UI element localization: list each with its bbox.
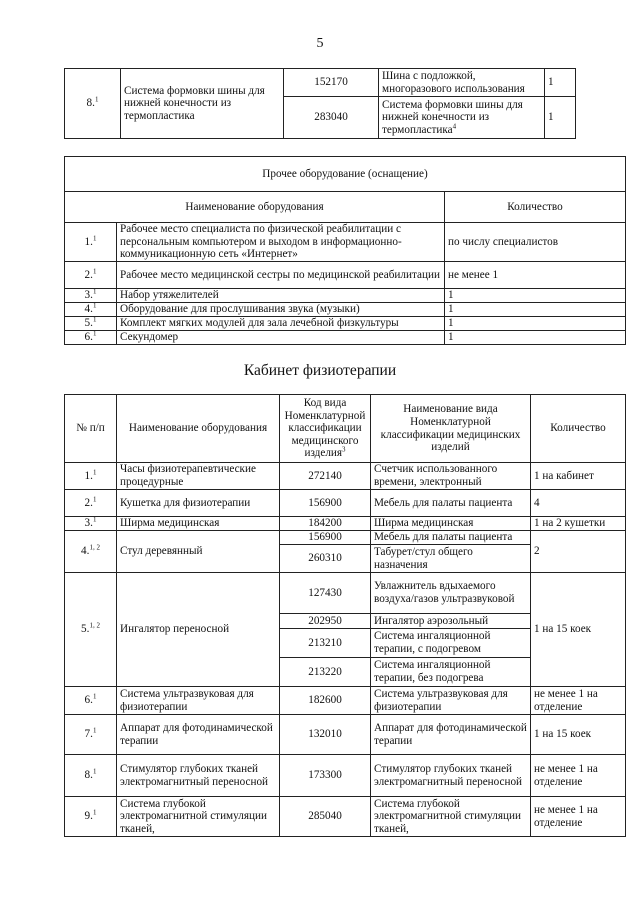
- equipment-name: Комплект мягких модулей для зала лечебной физкультуры: [117, 317, 445, 331]
- table-row: [65, 69, 576, 97]
- table-row: [65, 223, 626, 262]
- type-cell: Шина с подложкой, многоразового использования: [379, 69, 545, 97]
- qty-cell: 1: [445, 289, 626, 303]
- code-cell: 173300: [280, 755, 371, 797]
- code-cell: 283040: [284, 97, 379, 139]
- equipment-name: Набор утяжелителей: [117, 289, 445, 303]
- table-physiotherapy: [64, 394, 626, 837]
- qty-cell: не менее 1 на отделение: [531, 755, 626, 797]
- row-number: 5.$^1$: [65, 317, 117, 331]
- type-cell: Система ультразвуковая для физиотерапии: [371, 687, 531, 715]
- equipment-name: Кушетка для физиотерапии: [117, 490, 280, 517]
- qty-cell: 1: [545, 69, 576, 97]
- qty-cell: 1: [445, 317, 626, 331]
- code-cell: 156900: [280, 490, 371, 517]
- code-cell: 260310: [280, 545, 371, 573]
- qty-cell: 1 на кабинет: [531, 463, 626, 490]
- row-number: 4.$^1$: [65, 303, 117, 317]
- column-header-type: Наименование вида Номенклатурной классификации медицинских изделий: [371, 395, 531, 463]
- type-cell: Система глубокой электромагнитной стимуляции тканей,: [371, 797, 531, 837]
- table-row: [65, 262, 626, 289]
- type-cell: Стимулятор глубоких тканей электромагнитный переносной: [371, 755, 531, 797]
- qty-cell: не менее 1: [445, 262, 626, 289]
- column-header-number: № п/п: [65, 395, 117, 463]
- qty-cell: по числу специалистов: [445, 223, 626, 262]
- type-cell: Система формовки шины для нижней конечности из термопластика$^4$: [379, 97, 545, 139]
- type-cell: Система ингаляционной терапии, без подогрева: [371, 658, 531, 687]
- row-number: 5.$^{1, 2}$: [65, 573, 117, 687]
- qty-cell: 1: [445, 303, 626, 317]
- table-row: [65, 490, 626, 517]
- table-row: [65, 289, 626, 303]
- code-cell: 213220: [280, 658, 371, 687]
- column-header-name: Наименование оборудования: [65, 192, 445, 223]
- row-number: 2.$^1$: [65, 262, 117, 289]
- type-cell: Табурет/стул общего назначения: [371, 545, 531, 573]
- qty-cell: 1 на 15 коек: [531, 715, 626, 755]
- qty-cell: 4: [531, 490, 626, 517]
- table-row: [65, 715, 626, 755]
- column-header-code: Код вида Номенклатурной классификации медицинского изделия$^3$: [280, 395, 371, 463]
- type-cell: Увлажнитель вдыхаемого воздуха/газов ультразвуковой: [371, 573, 531, 614]
- type-cell: Ингалятор аэрозольный: [371, 614, 531, 629]
- code-cell: 152170: [284, 69, 379, 97]
- type-cell: Ширма медицинская: [371, 517, 531, 531]
- code-cell: 213210: [280, 629, 371, 658]
- column-header-name: Наименование оборудования: [117, 395, 280, 463]
- table-row: [65, 755, 626, 797]
- equipment-name: Система формовки шины для нижней конечности из термопластика: [121, 69, 284, 139]
- type-cell: Мебель для палаты пациента: [371, 531, 531, 545]
- type-cell: Система ингаляционной терапии, с подогревом: [371, 629, 531, 658]
- row-number: 4.$^{1, 2}$: [65, 531, 117, 573]
- equipment-name: Ингалятор переносной: [117, 573, 280, 687]
- equipment-name: Стул деревянный: [117, 531, 280, 573]
- row-number: 1.$^1$: [65, 223, 117, 262]
- qty-cell: 1: [545, 97, 576, 139]
- equipment-name: Система глубокой электромагнитной стимуляции тканей,: [117, 797, 280, 837]
- equipment-name: Секундомер: [117, 331, 445, 345]
- column-header-qty: Количество: [531, 395, 626, 463]
- equipment-name: Рабочее место медицинской сестры по медицинской реабилитации: [117, 262, 445, 289]
- row-number: 1.$^1$: [65, 463, 117, 490]
- table-title: Прочее оборудование (оснащение): [65, 157, 626, 192]
- equipment-name: Оборудование для прослушивания звука (музыки): [117, 303, 445, 317]
- equipment-name: Рабочее место специалиста по физической реабилитации с персональным компьютером и выходом в информационно-коммуникационную сеть «Интернет»: [117, 223, 445, 262]
- qty-cell: 2: [531, 531, 626, 573]
- table-row: [65, 303, 626, 317]
- row-number: 3.$^1$: [65, 289, 117, 303]
- row-number: 2.$^1$: [65, 490, 117, 517]
- page-number: 5: [316, 36, 324, 51]
- row-number: 6.$^1$: [65, 687, 117, 715]
- code-cell: 202950: [280, 614, 371, 629]
- code-cell: 184200: [280, 517, 371, 531]
- type-cell: Мебель для палаты пациента: [371, 490, 531, 517]
- row-number: 8.$^1$: [65, 69, 121, 139]
- section-title: Кабинет физиотерапии: [243, 362, 397, 379]
- table-row: [65, 573, 626, 614]
- row-number: 7.$^1$: [65, 715, 117, 755]
- type-cell: Аппарат для фотодинамической терапии: [371, 715, 531, 755]
- equipment-name: Система ультразвуковая для физиотерапии: [117, 687, 280, 715]
- code-cell: 156900: [280, 531, 371, 545]
- qty-cell: 1 на 15 коек: [531, 573, 626, 687]
- table-row: [65, 517, 626, 531]
- code-cell: 182600: [280, 687, 371, 715]
- row-number: 6.$^1$: [65, 331, 117, 345]
- table-row: [65, 317, 626, 331]
- table-row: [65, 531, 626, 545]
- column-header-qty: Количество: [445, 192, 626, 223]
- table-other-equipment: [64, 156, 626, 345]
- equipment-name: Стимулятор глубоких тканей электромагнитный переносной: [117, 755, 280, 797]
- table-row: [65, 463, 626, 490]
- equipment-name: Аппарат для фотодинамической терапии: [117, 715, 280, 755]
- qty-cell: 1 на 2 кушетки: [531, 517, 626, 531]
- code-cell: 127430: [280, 573, 371, 614]
- table-continuation: [64, 68, 576, 139]
- table-row: [65, 331, 626, 345]
- equipment-name: Часы физиотерапевтические процедурные: [117, 463, 280, 490]
- row-number: 8.$^1$: [65, 755, 117, 797]
- equipment-name: Ширма медицинская: [117, 517, 280, 531]
- qty-cell: 1: [445, 331, 626, 345]
- table-row: [65, 687, 626, 715]
- row-number: 3.$^1$: [65, 517, 117, 531]
- code-cell: 285040: [280, 797, 371, 837]
- table-row: [65, 797, 626, 837]
- code-cell: 272140: [280, 463, 371, 490]
- row-number: 9.$^1$: [65, 797, 117, 837]
- qty-cell: не менее 1 на отделение: [531, 687, 626, 715]
- code-cell: 132010: [280, 715, 371, 755]
- type-cell: Счетчик использованного времени, электронный: [371, 463, 531, 490]
- qty-cell: не менее 1 на отделение: [531, 797, 626, 837]
